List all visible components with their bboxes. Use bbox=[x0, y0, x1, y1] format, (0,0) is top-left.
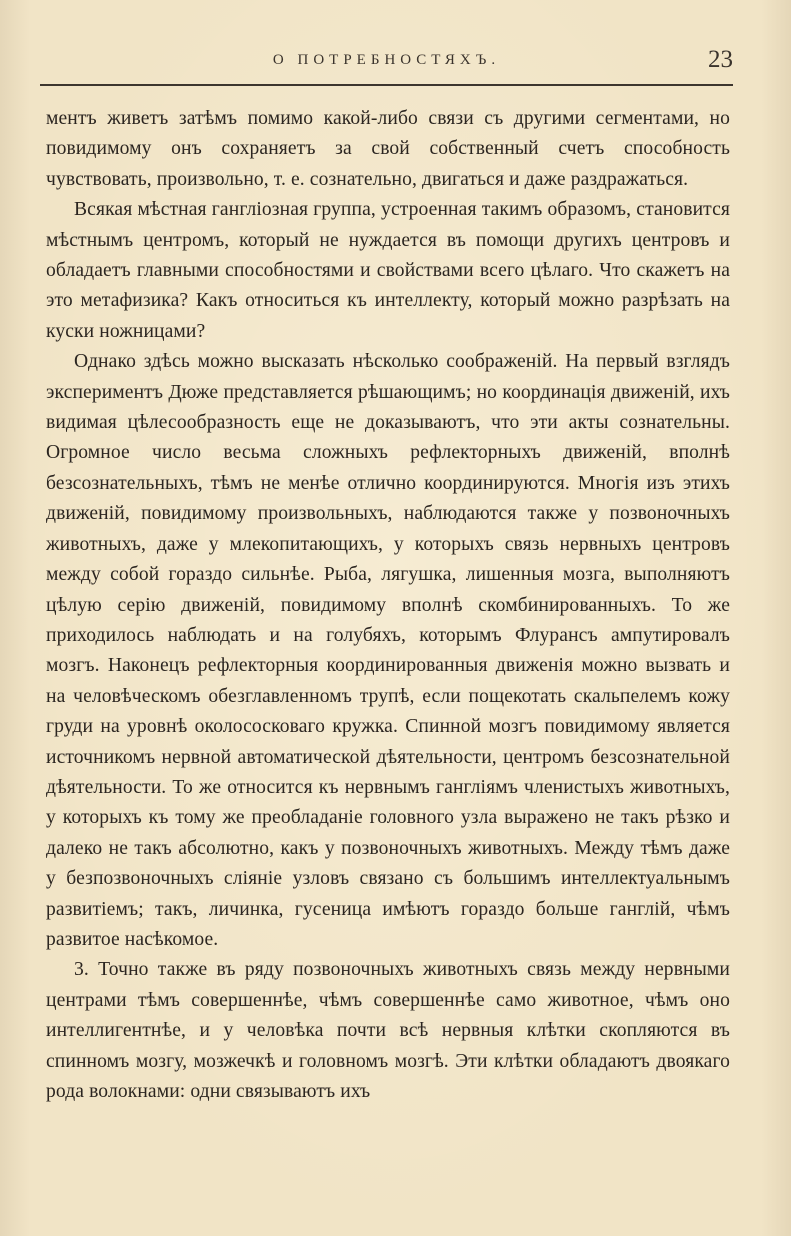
paragraph: Однако здѣсь можно высказать нѣсколько соображенiй. На первый взглядъ экспериментъ Дюже представляется рѣшающимъ; но координацiя движенiй, ихъ видимая цѣлесообразность еще не доказываютъ, что эти акты сознательны. Огромное число весьма сложныхъ рефлекторныхъ движенiй, вполнѣ безсознательныхъ, тѣмъ не менѣе отлично координируются. Многiя изъ этихъ движенiй, повидимому произвольныхъ, наблюдаются также у позвоночныхъ животныхъ, даже у млекопитающихъ, у которыхъ связь нервныхъ центровъ между собой гораздо сильнѣе. Рыба, лягушка, лишенныя мозга, выполняютъ цѣлую серiю движенiй, повидимому вполнѣ скомбинированныхъ. То же приходилось наблюдать и на голубяхъ, которымъ Флурансъ ампутировалъ мозгъ. Наконецъ рефлекторныя координированныя движенiя можно вызвать и на человѣческомъ обезглавленномъ трупѣ, если пощекотать скальпелемъ кожу груди на уровнѣ околососковаго кружка. Спинной мозгъ повидимому является источникомъ нервной автоматической дѣятельности, центромъ безсознательной дѣятельности. То же относится къ нервнымъ ганглiямъ членистыхъ животныхъ, у которыхъ къ тому же преобладанiе головного узла выражено не такъ рѣзко и далеко не такъ абсолютно, какъ у позвоночныхъ животныхъ. Между тѣмъ даже у безпозвоночныхъ слiянiе узловъ связано съ большимъ интеллектуальнымъ развитiемъ; такъ, личинка, гусеница имѣютъ гораздо больше ганглiй, чѣмъ развитое насѣкомое. bbox=[46, 351, 730, 950]
paragraph-continuation: ментъ живетъ затѣмъ помимо какой-либо связи съ другими сегментами, но повидимому онъ сохраняетъ за свой собственный счетъ способность чувствовать, произвольно, т. е. сознательно, двигаться и даже раздражаться. bbox=[46, 108, 730, 190]
running-title: О ПОТРЕБНОСТЯХЪ. bbox=[272, 52, 501, 68]
header-rule bbox=[40, 84, 733, 86]
paragraph: Всякая мѣстная ганглiозная группа, устроенная такимъ образомъ, становится мѣстнымъ центромъ, который не нуждается въ помощи другихъ центровъ и обладаетъ главными способностями и свойствами всего цѣлаго. Что скажетъ на это метафизика? Какъ относиться къ интеллекту, который можно разрѣзать на куски ножницами? bbox=[46, 199, 730, 342]
body-text bbox=[46, 104, 730, 1107]
running-head bbox=[40, 46, 733, 82]
page-number: 23 bbox=[708, 46, 733, 73]
paragraph-numbered: 3. Точно также въ ряду позвоночныхъ животныхъ связь между нервными центрами тѣмъ совершеннѣе, чѣмъ совершеннѣе само животное, чѣмъ оно интеллигентнѣе, и у человѣка почти всѣ нервныя клѣтки скопляются въ спинномъ мозгу, мозжечкѣ и головномъ мозгѣ. Эти клѣтки обладаютъ двоякаго рода волокнами: одни связываютъ ихъ bbox=[46, 959, 730, 1102]
